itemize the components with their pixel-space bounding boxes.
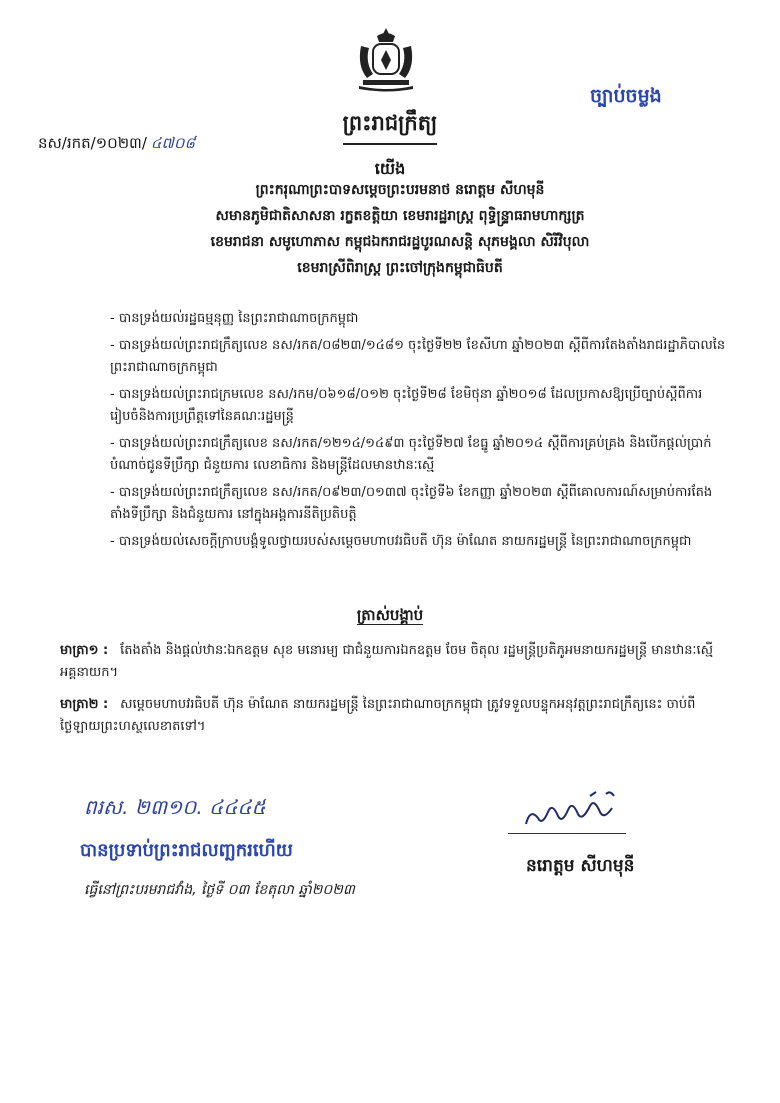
signer-name: នរោត្តម សីហមុនី <box>526 856 635 876</box>
document-title-text: ព្រះរាជក្រឹត្យ <box>343 110 438 145</box>
king-title-line: សមានភូមិជាតិសាសនា រក្ខតខត្តិយា ខេមរារដ្ឋរាស្ត្រ ពុទ្ធិន្ទ្រាធរាមហាក្សត្រ <box>215 208 585 224</box>
section-heading <box>0 606 780 628</box>
article-label: មាត្រា១ : <box>60 643 109 658</box>
royal-emblem <box>355 26 417 92</box>
preamble-item: - បានទ្រង់យល់រដ្ឋធម្មនុញ្ញ នៃព្រះរាជាណាចក្រកម្ពុជា <box>110 311 359 326</box>
document-title <box>0 110 780 145</box>
copy-stamp: ច្បាប់ចម្លង <box>590 85 662 107</box>
preamble-item: - បានទ្រង់យល់ព្រះរាជក្រឹត្យលេខ នស/រកត/១២១៤/១៤៩៣ ចុះថ្ងៃទី២៧ ខែធ្នូ ឆ្នាំ២០១៤ ស្តីពីការគ្រប់គ្រង និងបើកផ្តល់ប្រាក់បំណាច់ជូនទីប្រឹក្សា ជំនួយការ លេខាធិការ និងមន្ត្រីដែលមានឋានៈស្មើ <box>110 436 712 473</box>
preamble-item: - បានទ្រង់យល់ព្រះរាជក្រឹត្យលេខ នស/រកត/០៩២៣/០១៣៧ ចុះថ្ងៃទី៦ ខែកញ្ញា ឆ្នាំ២០២៣ ស្តីពីគោលការណ៍សម្រាប់ការតែងតាំងទីប្រឹក្សា និងជំនួយការ នៅក្នុងអង្គការនីតិប្រតិបត្តិ <box>110 485 713 522</box>
preamble-item: - បានទ្រង់យល់ព្រះរាជក្រឹត្យលេខ នស/រកត/០៨២៣/១៤៨១ ចុះថ្ងៃទី២២ ខែសីហា ឆ្នាំ២០២៣ ស្តីពីការតែងតាំងរាជរដ្ឋាភិបាលនៃព្រះរាជាណាចក្រកម្ពុជា <box>110 338 726 375</box>
handwritten-reference: ពរស. ២៣១០. ៤៤៤៥ <box>84 795 266 819</box>
article-2 <box>60 694 720 738</box>
royal-signature <box>520 788 630 838</box>
preamble-item: - បានទ្រង់យល់សេចក្តីក្រាបបង្គំទូលថ្វាយរបស់សម្តេចមហាបវរធិបតី ហ៊ុន ម៉ាណែត នាយករដ្ឋមន្ត្រី នៃព្រះរាជាណាចក្រកម្ពុជា <box>110 534 692 549</box>
king-title-line: ព្រះករុណាព្រះបាទសម្តេចព្រះបរមនាថ នរោត្តម សីហមុនី <box>255 182 545 198</box>
place-and-date: ធ្វើនៅព្រះបរមរាជវាំង, ថ្ងៃទី ០៣ ខែតុលា ឆ្នាំ២០២៣ <box>84 882 355 898</box>
king-titles <box>150 177 650 281</box>
king-title-line: ខេមរាស្រីពិរាស្ត្រ ព្រះចៅក្រុងកម្ពុជាធិបតី <box>297 260 503 276</box>
signature-underline <box>508 833 626 834</box>
preamble-list <box>110 308 730 558</box>
decree-number-printed: នស/រកត/១០២៣/ <box>38 134 147 152</box>
article-text: តែងតាំង និងផ្តល់ឋានៈឯកឧត្តម សុខ មនោរម្យ ជាជំនួយការឯកឧត្តម ចែម ចិតុល រដ្ឋមន្ត្រីប្រតិភូអមនាយករដ្ឋមន្ត្រី មានឋានៈស្មើ អគ្គនាយក។ <box>60 643 713 680</box>
king-title-line: ខេមរាជនា សមូហោភាស កម្ពុជឯករាជរដ្ឋបូរណសន្តិ សុភមង្គលា សិរីវិបុលា <box>210 234 590 250</box>
preamble-item: - បានទ្រង់យល់ព្រះរាជក្រមលេខ នស/រកម/០៦១៨/០១២ ចុះថ្ងៃទី២៨ ខែមិថុនា ឆ្នាំ២០១៨ ដែលប្រកាសឱ្យប្រើច្បាប់ស្តីពីការរៀបចំនិងការប្រព្រឹត្តទៅនៃគណៈរដ្ឋមន្ត្រី <box>110 387 703 424</box>
article-1 <box>60 640 720 684</box>
section-heading-text: ត្រាស់បង្គាប់ <box>356 606 424 624</box>
article-text: សម្តេចមហាបវរធិបតី ហ៊ុន ម៉ាណែត នាយករដ្ឋមន្ត្រី នៃព្រះរាជាណាចក្រកម្ពុជា ត្រូវទទួលបន្ទុកអនុវត្តព្រះរាជក្រឹត្យនេះ ចាប់ពីថ្ងៃឡាយព្រះហស្ថលេខាតទៅ។ <box>60 697 696 734</box>
we-heading: យើង <box>374 159 406 178</box>
seal-note: បានប្រទាប់ព្រះរាជលញ្ឆករហើយ <box>80 840 293 861</box>
decree-number-handwritten: ៤៧០៨ <box>150 134 196 152</box>
article-label: មាត្រា២ : <box>60 697 109 712</box>
